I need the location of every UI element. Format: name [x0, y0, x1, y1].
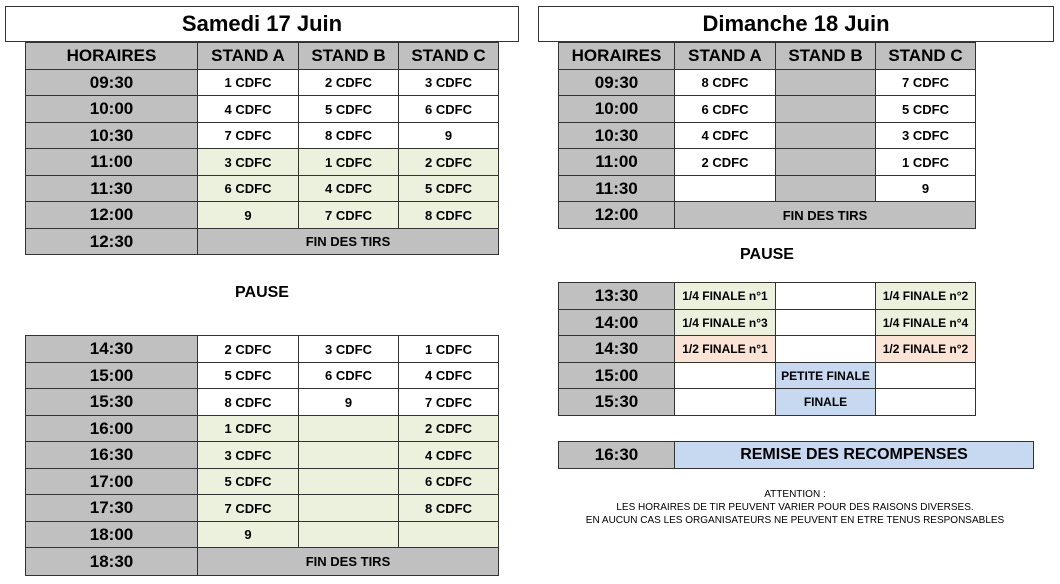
- table-row: [26, 469, 499, 495]
- stand-b-cell: 8 CDFC: [299, 123, 399, 149]
- stand-b-cell: 4 CDFC: [299, 176, 399, 202]
- stand-b-cell: [776, 149, 876, 176]
- sunday-title: Dimanche 18 Juin: [538, 6, 1054, 42]
- stand-b-cell: [776, 96, 876, 123]
- stand-c-cell: 7 CDFC: [876, 70, 976, 96]
- time-cell: 15:30: [559, 389, 675, 416]
- table-row: [26, 70, 499, 96]
- stand-a-cell: 1 CDFC: [198, 70, 299, 96]
- stand-b-cell: [776, 336, 876, 363]
- stand-a-cell: 7 CDFC: [198, 495, 299, 522]
- stand-a-cell: 3 CDFC: [198, 442, 299, 469]
- stand-c-cell: 9: [876, 176, 976, 202]
- time-cell: 16:30: [26, 442, 198, 469]
- stand-c-cell: 5 CDFC: [876, 96, 976, 123]
- stand-b-cell: 1 CDFC: [299, 149, 399, 176]
- sunday-awards-table: [558, 441, 1034, 469]
- stand-a-cell: [675, 363, 776, 389]
- stand-c-cell: 4 CDFC: [399, 363, 499, 389]
- header-stand-b: STAND B: [776, 43, 876, 70]
- stand-c-cell: [399, 522, 499, 548]
- stand-a-cell: 1/4 FINALE n°1: [675, 283, 776, 310]
- table-row: [26, 495, 499, 522]
- stand-b-cell: [299, 495, 399, 522]
- end-row: [26, 229, 499, 255]
- table-row: [26, 202, 499, 229]
- time-cell: 12:30: [26, 229, 198, 255]
- table-row: [26, 123, 499, 149]
- table-row: [559, 149, 976, 176]
- stand-c-cell: 3 CDFC: [399, 70, 499, 96]
- stand-b-cell: [776, 283, 876, 310]
- notice-line: LES HORAIRES DE TIR PEUVENT VARIER POUR DES RAISONS DIVERSES.: [616, 502, 974, 513]
- stand-c-cell: 4 CDFC: [399, 442, 499, 469]
- stand-a-cell: [675, 176, 776, 202]
- table-row: [559, 96, 976, 123]
- header-stand-c: STAND C: [399, 43, 499, 70]
- stand-b-cell: PETITE FINALE: [776, 363, 876, 389]
- stand-b-cell: [299, 442, 399, 469]
- time-cell: 10:30: [26, 123, 198, 149]
- end-row: [26, 548, 499, 576]
- time-cell: 09:30: [559, 70, 675, 96]
- sunday-finals-table: [558, 282, 976, 416]
- header-stand-a: STAND A: [198, 43, 299, 70]
- stand-c-cell: 7 CDFC: [399, 389, 499, 416]
- stand-a-cell: 5 CDFC: [198, 363, 299, 389]
- stand-b-cell: [299, 416, 399, 442]
- header-stand-b: STAND B: [299, 43, 399, 70]
- stand-c-cell: 8 CDFC: [399, 202, 499, 229]
- time-cell: 11:30: [26, 176, 198, 202]
- table-header-row: [26, 43, 499, 70]
- stand-b-cell: 7 CDFC: [299, 202, 399, 229]
- table-row: [26, 96, 499, 123]
- time-cell: 12:00: [559, 202, 675, 229]
- end-row: [559, 202, 976, 229]
- time-cell: 09:30: [26, 70, 198, 96]
- stand-a-cell: 4 CDFC: [675, 123, 776, 149]
- stand-b-cell: [299, 522, 399, 548]
- saturday-title: Samedi 17 Juin: [5, 6, 519, 42]
- time-cell: 17:00: [26, 469, 198, 495]
- stand-a-cell: 6 CDFC: [198, 176, 299, 202]
- table-header-row: [559, 43, 976, 70]
- table-row: [26, 389, 499, 416]
- stand-c-cell: [876, 363, 976, 389]
- stand-b-cell: FINALE: [776, 389, 876, 416]
- stand-c-cell: 1 CDFC: [399, 336, 499, 363]
- time-cell: 15:00: [559, 363, 675, 389]
- stand-a-cell: 9: [198, 522, 299, 548]
- saturday-morning-table: [25, 42, 499, 255]
- time-cell: 15:00: [26, 363, 198, 389]
- table-row: [559, 442, 1034, 469]
- time-cell: 14:00: [559, 310, 675, 336]
- stand-c-cell: 6 CDFC: [399, 96, 499, 123]
- sunday-morning-table: [558, 42, 976, 229]
- stand-b-cell: [299, 469, 399, 495]
- stand-b-cell: 9: [299, 389, 399, 416]
- stand-c-cell: 1/2 FINALE n°2: [876, 336, 976, 363]
- awards-ceremony-cell: REMISE DES RECOMPENSES: [675, 442, 1034, 469]
- stand-a-cell: [675, 389, 776, 416]
- time-cell: 10:30: [559, 123, 675, 149]
- saturday-pause-label: PAUSE: [235, 284, 289, 301]
- header-stand-a: STAND A: [675, 43, 776, 70]
- stand-b-cell: [776, 176, 876, 202]
- time-cell: 16:30: [559, 442, 675, 469]
- time-cell: 18:00: [26, 522, 198, 548]
- stand-c-cell: 2 CDFC: [399, 416, 499, 442]
- sunday-pause-label: PAUSE: [740, 246, 794, 263]
- header-horaires: HORAIRES: [26, 43, 198, 70]
- stand-c-cell: 1/4 FINALE n°2: [876, 283, 976, 310]
- stand-c-cell: 1 CDFC: [876, 149, 976, 176]
- header-horaires: HORAIRES: [559, 43, 675, 70]
- saturday-afternoon-table: [25, 335, 499, 576]
- table-row: [26, 442, 499, 469]
- stand-a-cell: 8 CDFC: [675, 70, 776, 96]
- time-cell: 15:30: [26, 389, 198, 416]
- stand-b-cell: [776, 70, 876, 96]
- stand-a-cell: 2 CDFC: [198, 336, 299, 363]
- stand-a-cell: 5 CDFC: [198, 469, 299, 495]
- time-cell: 13:30: [559, 283, 675, 310]
- stand-a-cell: 2 CDFC: [675, 149, 776, 176]
- time-cell: 14:30: [559, 336, 675, 363]
- stand-c-cell: 2 CDFC: [399, 149, 499, 176]
- stand-b-cell: [776, 123, 876, 149]
- table-row: [559, 389, 976, 416]
- end-of-shooting-cell: FIN DES TIRS: [675, 202, 976, 229]
- notice-line: EN AUCUN CAS LES ORGANISATEURS NE PEUVENT EN ETRE TENUS RESPONSABLES: [585, 515, 1005, 526]
- stand-a-cell: 3 CDFC: [198, 149, 299, 176]
- table-row: [26, 416, 499, 442]
- notice-line: ATTENTION :: [764, 489, 826, 500]
- time-cell: 11:00: [559, 149, 675, 176]
- table-row: [559, 123, 976, 149]
- attention-notice: [560, 488, 1030, 527]
- time-cell: 10:00: [26, 96, 198, 123]
- stand-b-cell: 6 CDFC: [299, 363, 399, 389]
- table-row: [559, 283, 976, 310]
- stand-b-cell: [776, 310, 876, 336]
- time-cell: 17:30: [26, 495, 198, 522]
- stand-a-cell: 1/2 FINALE n°1: [675, 336, 776, 363]
- stand-a-cell: 6 CDFC: [675, 96, 776, 123]
- stand-a-cell: 7 CDFC: [198, 123, 299, 149]
- header-stand-c: STAND C: [876, 43, 976, 70]
- stand-c-cell: 3 CDFC: [876, 123, 976, 149]
- table-row: [559, 336, 976, 363]
- stand-b-cell: 2 CDFC: [299, 70, 399, 96]
- stand-c-cell: 8 CDFC: [399, 495, 499, 522]
- time-cell: 14:30: [26, 336, 198, 363]
- stand-a-cell: 4 CDFC: [198, 96, 299, 123]
- table-row: [559, 310, 976, 336]
- table-row: [26, 336, 499, 363]
- stand-a-cell: 1/4 FINALE n°3: [675, 310, 776, 336]
- stand-c-cell: 5 CDFC: [399, 176, 499, 202]
- time-cell: 10:00: [559, 96, 675, 123]
- time-cell: 16:00: [26, 416, 198, 442]
- stand-b-cell: 3 CDFC: [299, 336, 399, 363]
- table-row: [559, 176, 976, 202]
- table-row: [26, 363, 499, 389]
- time-cell: 18:30: [26, 548, 198, 576]
- stand-a-cell: 8 CDFC: [198, 389, 299, 416]
- stand-b-cell: 5 CDFC: [299, 96, 399, 123]
- stand-a-cell: 1 CDFC: [198, 416, 299, 442]
- time-cell: 11:00: [26, 149, 198, 176]
- time-cell: 11:30: [559, 176, 675, 202]
- table-row: [559, 363, 976, 389]
- table-row: [26, 176, 499, 202]
- end-of-shooting-cell: FIN DES TIRS: [198, 229, 499, 255]
- time-cell: 12:00: [26, 202, 198, 229]
- table-row: [26, 149, 499, 176]
- stand-c-cell: 6 CDFC: [399, 469, 499, 495]
- stand-c-cell: 9: [399, 123, 499, 149]
- stand-c-cell: 1/4 FINALE n°4: [876, 310, 976, 336]
- end-of-shooting-cell: FIN DES TIRS: [198, 548, 499, 576]
- stand-c-cell: [876, 389, 976, 416]
- stand-a-cell: 9: [198, 202, 299, 229]
- table-row: [26, 522, 499, 548]
- table-row: [559, 70, 976, 96]
